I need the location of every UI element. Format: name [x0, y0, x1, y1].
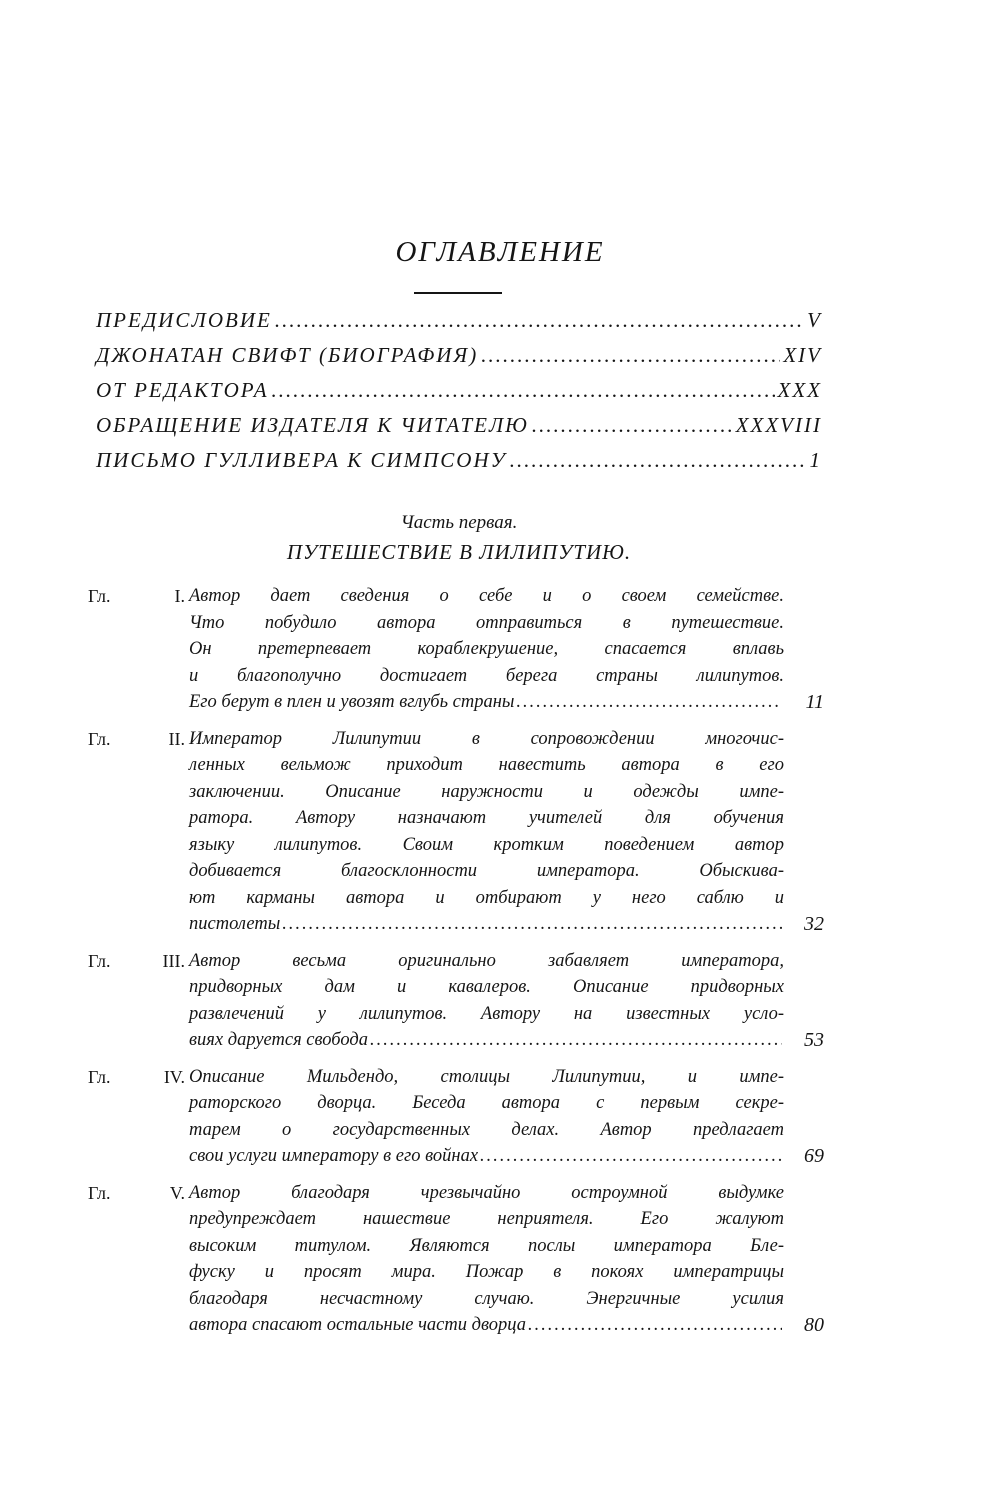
- summary-line: Его берут в плен и увозят вглубь страны: [189, 692, 515, 712]
- front-matter-entry[interactable]: [96, 378, 822, 413]
- chapter-page: 69: [804, 1145, 824, 1167]
- chapter-abbr: Гл.: [88, 1066, 111, 1087]
- chapter-summary: [189, 1180, 784, 1339]
- summary-line: автора спасают остальные части дворца: [189, 1315, 526, 1335]
- chapter-summary: [189, 583, 784, 716]
- chapter-list: [88, 583, 824, 1349]
- dot-leader: [370, 1027, 782, 1054]
- dot-leader: [516, 689, 782, 716]
- summary-line: ют карманы автора и отбирают у него саблю и: [189, 887, 784, 908]
- dot-leader: [275, 308, 804, 333]
- summary-line: ленных вельмож приходит навестить автора в его: [189, 755, 784, 775]
- entry-label: ПРЕДИСЛОВИЕ: [96, 308, 272, 332]
- summary-line: Автор благодаря чрезвычайно остроумной выдумке: [189, 1182, 784, 1203]
- summary-line: добивается благосклонности императора. Обыскива-: [189, 861, 784, 881]
- chapter-abbr: Гл.: [88, 728, 111, 749]
- chapter-entry[interactable]: [88, 948, 824, 1054]
- entry-label: ОТ РЕДАКТОРА: [96, 378, 269, 402]
- chapter-number: IV.: [163, 1066, 185, 1087]
- summary-line: свои услуги императору в его войнах: [189, 1146, 479, 1166]
- summary-line: пистолеты: [189, 914, 281, 934]
- summary-line: языку лилипутов. Своим кротким поведением автор: [189, 834, 784, 855]
- entry-label: ОБРАЩЕНИЕ ИЗДАТЕЛЯ К ЧИТАТЕЛЮ: [96, 413, 529, 437]
- summary-line: развлечений у лилипутов. Автору на известных усло-: [189, 1003, 784, 1024]
- chapter-summary: [189, 1064, 784, 1170]
- summary-line: ратора. Автору назначают учителей для обучения: [189, 808, 784, 828]
- chapter-page: 80: [804, 1314, 824, 1336]
- entry-label: ДЖОНАТАН СВИФТ (БИОГРАФИЯ): [96, 343, 479, 367]
- entry-page: V: [807, 308, 822, 332]
- summary-line: виях даруется свобода: [189, 1030, 368, 1050]
- chapter-number: II.: [168, 728, 185, 749]
- summary-line: Он претерпевает кораблекрушение, спасается вплавь: [189, 639, 784, 659]
- front-matter-entry[interactable]: [96, 308, 822, 343]
- chapter-number: I.: [174, 586, 185, 606]
- title-divider: [414, 292, 502, 294]
- front-matter-entry[interactable]: [96, 343, 822, 378]
- summary-line: придворных дам и кавалеров. Описание придворных: [189, 977, 784, 997]
- chapter-page: 53: [804, 1029, 824, 1051]
- summary-line: заключении. Описание наружности и одежды импе-: [189, 781, 784, 802]
- chapter-entry[interactable]: [88, 1180, 824, 1339]
- summary-line: Автор дает сведения о себе и о своем семействе.: [189, 586, 784, 606]
- front-matter-list: [96, 308, 822, 483]
- chapter-summary: [189, 948, 784, 1054]
- entry-page: XXX: [777, 378, 822, 402]
- summary-line: Автор весьма оригинально забавляет императора,: [189, 950, 784, 971]
- entry-page: 1: [809, 448, 822, 472]
- chapter-abbr: Гл.: [88, 586, 111, 606]
- chapter-number: V.: [169, 1182, 185, 1203]
- dot-leader: [528, 1312, 782, 1339]
- chapter-entry[interactable]: [88, 1064, 824, 1170]
- chapter-abbr: Гл.: [88, 1182, 111, 1203]
- summary-line: благодаря несчастному случаю. Энергичные усилия: [189, 1288, 784, 1309]
- dot-leader: [480, 1143, 782, 1170]
- chapter-entry[interactable]: [88, 583, 824, 716]
- entry-page: XXXVIII: [735, 413, 822, 437]
- summary-line: тарем о государственных делах. Автор предлагает: [189, 1119, 784, 1140]
- dot-leader: [510, 448, 807, 473]
- chapter-abbr: Гл.: [88, 950, 111, 971]
- dot-leader: [272, 378, 775, 403]
- summary-line: высоким титулом. Являются послы императора Бле-: [189, 1235, 784, 1256]
- entry-label: ПИСЬМО ГУЛЛИВЕРА К СИМПСОНУ: [96, 448, 507, 472]
- part-title: ПУТЕШЕСТВИЕ В ЛИЛИПУТИЮ.: [286, 540, 632, 564]
- chapter-page: 11: [805, 691, 824, 713]
- entry-page: XIV: [783, 343, 822, 367]
- front-matter-entry[interactable]: [96, 413, 822, 448]
- dot-leader: [282, 911, 782, 938]
- summary-line: и благополучно достигает берега страны лилипутов.: [189, 665, 784, 686]
- chapter-page: 32: [804, 913, 824, 935]
- dot-leader: [532, 413, 733, 438]
- summary-line: раторского дворца. Беседа автора с первым секре-: [189, 1093, 784, 1113]
- chapter-number: III.: [162, 950, 185, 971]
- summary-line: Император Лилипутии в сопровождении многочис-: [189, 728, 784, 749]
- summary-line: Описание Мильдендо, столицы Лилипутии, и импе-: [189, 1066, 784, 1087]
- front-matter-entry[interactable]: [96, 448, 822, 483]
- dot-leader: [481, 343, 780, 368]
- part-label: Часть первая.: [400, 512, 518, 533]
- chapter-summary: [189, 726, 784, 938]
- summary-line: фуску и просят мира. Пожар в покоях императрицы: [189, 1262, 784, 1282]
- page-title: ОГЛАВЛЕНИЕ: [395, 236, 605, 268]
- summary-line: предупреждает нашествие неприятеля. Его жалуют: [189, 1209, 784, 1229]
- chapter-entry[interactable]: [88, 726, 824, 938]
- summary-line: Что побудило автора отправиться в путешествие.: [189, 612, 784, 633]
